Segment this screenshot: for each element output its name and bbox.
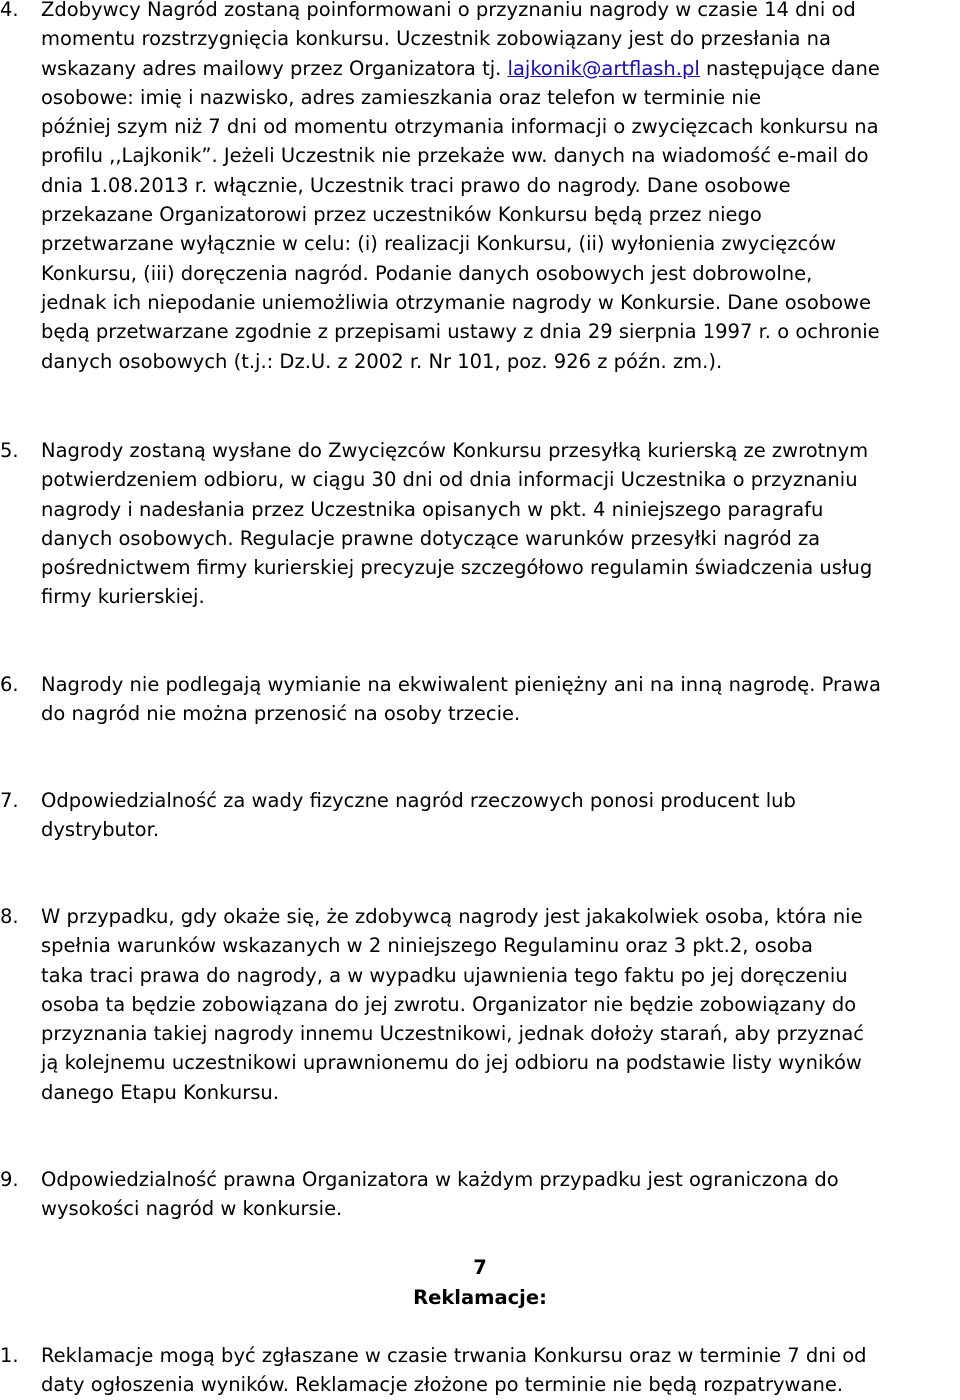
text-line: będą przetwarzane zgodnie z przepisami ustawy z dnia 29 sierpnia 1997 r. o ochronie	[41, 320, 880, 344]
list-item-number: 7.	[0, 789, 19, 812]
text-line: pośrednictwem firmy kurierskiej precyzuje szczegółowo regulamin świadczenia usług	[41, 556, 873, 580]
section-number-value: 7	[473, 1256, 487, 1279]
list-item-number: 5.	[0, 439, 19, 462]
text-line: Odpowiedzialność za wady fizyczne nagród rzeczowych ponosi producent lub	[41, 789, 796, 812]
text-line: danego Etapu Konkursu.	[41, 1080, 279, 1104]
list-item-text	[41, 436, 956, 612]
text-line: danych osobowych. Regulacje prawne dotyczące warunków przesyłki nagród za	[41, 526, 821, 550]
section-title: Reklamacje:	[413, 1286, 547, 1309]
text-line: ją kolejnemu uczestnikowi uprawnionemu do jej odbioru na podstawie listy wyników	[41, 1051, 862, 1075]
text-line: Zdobywcy Nagród zostaną poinformowani o przyznaniu nagrody w czasie 14 dni od	[41, 0, 856, 21]
text-line: wysokości nagród w konkursie.	[41, 1197, 343, 1221]
text-line: spełnia warunków wskazanych w 2 niniejszego Regulaminu oraz 3 pkt.2, osoba	[41, 934, 814, 958]
list-item-number: 9.	[0, 1168, 19, 1191]
text-line: taka traci prawa do nagrody, a w wypadku ujawnienia tego faktu po jej doręczeniu	[41, 963, 848, 987]
text-line: momentu rozstrzygnięcia konkursu. Uczestnik zobowiązany jest do przesłania na	[41, 27, 831, 51]
list-item-text	[41, 1165, 956, 1224]
list-item-text	[41, 670, 956, 729]
text-line: danych osobowych (t.j.: Dz.U. z 2002 r. Nr 101, poz. 926 z późn. zm.).	[41, 349, 723, 373]
text-line: jednak ich niepodanie uniemożliwia otrzymanie nagrody w Konkursie. Dane osobowe	[41, 290, 872, 314]
list-item-7	[0, 786, 960, 845]
list-item-number: 6.	[0, 673, 19, 696]
text-line: osobowe: imię i nazwisko, adres zamieszkania oraz telefon w terminie nie	[41, 85, 762, 109]
text-line: do nagród nie można przenosić na osoby trzecie.	[41, 702, 521, 726]
list-item-6	[0, 670, 960, 729]
reklamacje-item-1	[0, 1341, 960, 1400]
text-line: profilu ,,Lajkonik”. Jeżeli Uczestnik nie przekaże ww. danych na wiadomość e-mail do	[41, 144, 869, 168]
text-line: Reklamacje mogą być zgłaszane w czasie trwania Konkursu oraz w terminie 7 dni od	[41, 1344, 867, 1367]
text-line: Konkursu, (iii) doręczenia nagród. Podanie danych osobowych jest dobrowolne,	[41, 261, 813, 285]
list-item-number: 4.	[0, 0, 19, 21]
text-line: później szym niż 7 dni od momentu otrzymania informacji o zwycięzcach konkursu na	[41, 115, 879, 139]
list-item-text	[41, 1341, 956, 1400]
text-line: osoba ta będzie zobowiązana do jej zwrotu. Organizator nie będzie zobowiązany do	[41, 992, 857, 1016]
list-item-number: 1.	[0, 1344, 19, 1367]
text-line: dnia 1.08.2013 r. włącznie, Uczestnik traci prawo do nagrody. Dane osobowe	[41, 173, 791, 197]
text-segment: następujące dane	[699, 56, 880, 80]
list-item-8	[0, 902, 960, 1107]
section-number	[0, 1253, 960, 1282]
list-item-4	[0, 0, 960, 376]
list-item-9	[0, 1165, 960, 1224]
email-link[interactable]: lajkonik@artflash.pl	[507, 56, 700, 80]
list-item-text	[41, 0, 956, 376]
text-line: przyznania takiej nagrody innemu Uczestnikowi, jednak dołoży starań, aby przyznać	[41, 1022, 864, 1046]
text-line: Nagrody zostaną wysłane do Zwycięzców Konkursu przesyłką kurierską ze zwrotnym	[41, 439, 869, 462]
text-line: przetwarzane wyłącznie w celu: (i) realizacji Konkursu, (ii) wyłonienia zwycięzców	[41, 232, 837, 256]
text-line: Odpowiedzialność prawna Organizatora w każdym przypadku jest ograniczona do	[41, 1168, 839, 1191]
text-line: W przypadku, gdy okaże się, że zdobywcą nagrody jest jakakolwiek osoba, która nie	[41, 905, 863, 928]
text-line: przekazane Organizatorowi przez uczestników Konkursu będą przez niego	[41, 203, 762, 227]
list-item-number: 8.	[0, 905, 19, 928]
list-item-text	[41, 902, 956, 1107]
text-line: daty ogłoszenia wyników. Reklamacje złożone po terminie nie będą rozpatrywane.	[41, 1373, 844, 1397]
text-line: firmy kurierskiej.	[41, 585, 205, 609]
text-line: dystrybutor.	[41, 818, 160, 842]
text-line: potwierdzeniem odbioru, w ciągu 30 dni od dnia informacji Uczestnika o przyznaniu	[41, 468, 858, 492]
list-item-5	[0, 436, 960, 612]
list-item-text	[41, 786, 956, 845]
text-line: Nagrody nie podlegają wymianie na ekwiwalent pieniężny ani na inną nagrodę. Prawa	[41, 673, 881, 696]
text-segment: wskazany adres mailowy przez Organizatora tj.	[41, 56, 508, 80]
text-line-with-link	[41, 54, 956, 83]
text-line: nagrody i nadesłania przez Uczestnika opisanych w pkt. 4 niniejszego paragrafu	[41, 497, 824, 521]
